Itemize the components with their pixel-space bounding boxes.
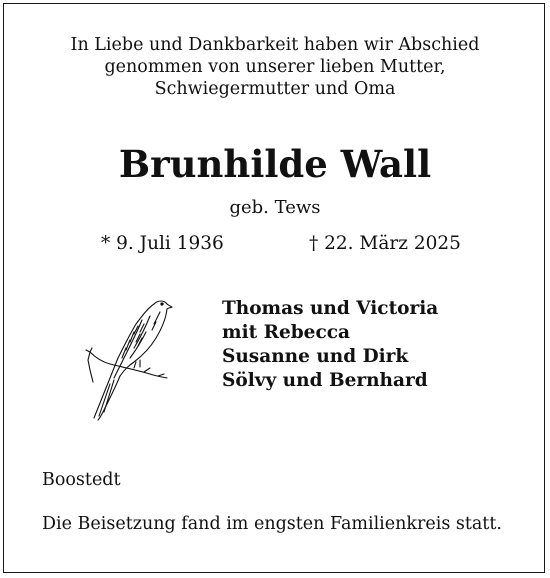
intro-line: genommen von unserer lieben Mutter, <box>104 57 446 77</box>
death-date: † 22. März 2025 <box>309 233 461 254</box>
funeral-note: Die Beisetzung fand im engsten Familienkreis statt. <box>42 514 502 534</box>
maiden-name: geb. Tews <box>229 197 321 218</box>
deceased-name: Brunhilde Wall <box>118 142 432 186</box>
dove-icon <box>84 290 176 422</box>
mourner-entry: Thomas und Victoria <box>222 298 439 319</box>
mourner-entry: Sölvy und Bernhard <box>222 370 428 391</box>
birth-date: * 9. Juli 1936 <box>101 233 224 254</box>
intro-line: Schwiegermutter und Oma <box>154 79 396 99</box>
mourner-entry: Susanne und Dirk <box>222 346 409 367</box>
place-name: Boostedt <box>42 470 121 490</box>
mourner-entry: mit Rebecca <box>222 322 350 343</box>
intro-line: In Liebe und Dankbarkeit haben wir Abschied <box>70 35 480 55</box>
mourners-list <box>222 297 438 393</box>
intro-text <box>0 34 550 100</box>
